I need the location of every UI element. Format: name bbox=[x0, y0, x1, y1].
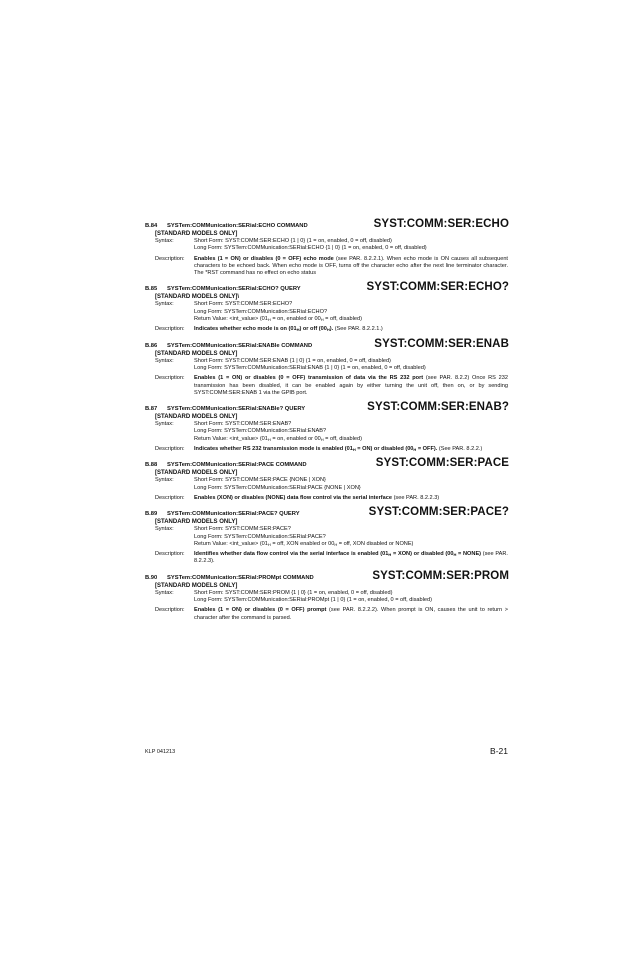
short-form: Short Form: SYST:COMM:SER:PACE? bbox=[194, 526, 291, 533]
description-label: Description: bbox=[155, 446, 185, 453]
section-heading bbox=[145, 504, 511, 518]
long-form: Long Form: SYSTem:COMMunication:SERial:PACE? bbox=[194, 533, 326, 540]
section-b90 bbox=[145, 568, 511, 622]
section-b84 bbox=[145, 216, 511, 277]
return-value: Return Value: <int_value> ($01_H$ = on, enabled or $00_H$ = off, disabled) bbox=[194, 316, 362, 323]
description-row bbox=[145, 326, 511, 333]
footer-doc-id: KLP 041213 bbox=[145, 749, 176, 755]
return-value: Return Value: <int_value> ($01_H$ = off, XON enabled or $00_H$ = off, XON disabled or NONE) bbox=[194, 540, 414, 547]
syntax-row bbox=[145, 238, 511, 253]
section-number: B.89 bbox=[145, 511, 158, 518]
section-heading bbox=[145, 336, 511, 350]
long-form: Long Form: SYSTem:COMMunication:SERial:PROMpt {1 | 0} (1 = on, enabled, 0 = off, disabled) bbox=[194, 597, 432, 604]
section-number: B.84 bbox=[145, 223, 158, 229]
section-number: B.86 bbox=[145, 342, 158, 349]
section-number: B.90 bbox=[145, 574, 158, 581]
models-note: [STANDARD MODELS ONLY] bbox=[155, 519, 238, 526]
long-form: Long Form: SYSTem:COMMunication:SERial:ECHO {1 | 0} (1 = on, enabled, 0 = off, disabled) bbox=[194, 245, 427, 252]
section-b87 bbox=[145, 399, 511, 453]
long-form: Long Form: SYSTem:COMMunication:SERial:ENAB {1 | 0} (1 = on, enabled, 0 = off, disabled) bbox=[194, 364, 426, 371]
description-text: Indicates whether echo mode is on $(01_H)$ or off $(00_H)$. (See PAR. 8.2.2.1.) bbox=[194, 326, 383, 333]
description-row bbox=[145, 375, 511, 397]
short-form: Short Form: SYST:COMM:SER:ENAB? bbox=[194, 421, 292, 428]
models-note: [STANDARD MODELS ONLY] bbox=[155, 231, 238, 237]
long-form: Long Form: SYSTem:COMMunication:SERial:ECHO? bbox=[194, 308, 328, 315]
syntax-row bbox=[145, 477, 511, 492]
models-note: [STANDARD MODELS ONLY] bbox=[155, 414, 238, 421]
long-form: Long Form: SYSTem:COMMunication:SERial:ENAB? bbox=[194, 428, 327, 435]
return-value: Return Value: <int_value> ($01_H$ = on, enabled or $00_H$ = off, disabled) bbox=[194, 435, 362, 442]
section-heading bbox=[145, 568, 511, 582]
command-short-title: SYST:COMM:SER:PROM bbox=[372, 569, 509, 582]
description-label: Description: bbox=[155, 494, 185, 501]
syntax-label: Syntax: bbox=[155, 526, 174, 533]
command-reference bbox=[145, 216, 511, 624]
short-form: Short Form: SYST:COMM:SER:PROM {1 | 0} (1 = on, enabled, 0 = off, disabled) bbox=[194, 589, 393, 596]
description-row bbox=[145, 607, 511, 622]
short-form: Short Form: SYST:COMM:SER:PACE {NONE | XON} bbox=[194, 477, 326, 484]
command-name: SYSTem:COMMunication:SERial:ECHO? QUERY bbox=[167, 286, 301, 293]
command-name: SYSTem:COMMunication:SERial:PACE? QUERY bbox=[167, 511, 300, 518]
syntax-label: Syntax: bbox=[155, 589, 174, 596]
command-name: SYSTem:COMMunication:SERial:ECHO COMMAND bbox=[167, 223, 308, 229]
models-note: [STANDARD MODELS ONLY] bbox=[155, 582, 238, 589]
section-b88 bbox=[145, 455, 511, 502]
description-row bbox=[145, 551, 511, 566]
syntax-label: Syntax: bbox=[155, 421, 174, 428]
section-heading bbox=[145, 279, 511, 293]
syntax-label: Syntax: bbox=[155, 238, 174, 244]
description-label: Description: bbox=[155, 551, 185, 558]
section-number: B.85 bbox=[145, 286, 158, 293]
command-short-title: SYST:COMM:SER:PACE bbox=[375, 457, 509, 470]
command-short-title: SYST:COMM:SER:PACE? bbox=[368, 506, 509, 519]
syntax-label: Syntax: bbox=[155, 357, 174, 364]
command-short-title: SYST:COMM:SER:ECHO bbox=[373, 218, 509, 230]
syntax-row bbox=[145, 421, 511, 443]
description-label: Description: bbox=[155, 255, 185, 262]
command-name: SYSTem:COMMunication:SERial:ENABle COMMAND bbox=[167, 342, 313, 349]
syntax-row bbox=[145, 301, 511, 323]
command-short-title: SYST:COMM:SER:ENAB? bbox=[367, 401, 509, 414]
command-short-title: SYST:COMM:SER:ECHO? bbox=[366, 281, 509, 294]
description-text: Identifies whether data flow control via the serial interface is enabled $(01_H = XON)$ or disabled ($00_H$ = NONE) (see PAR. 8.2.2.3). bbox=[194, 551, 508, 565]
short-form: Short Form: SYST:COMM:SER:ENAB {1 | 0} (1 = on, enabled, 0 = off, disabled) bbox=[194, 357, 391, 364]
short-form: Short Form: SYST:COMM:SER:ECHO {1 | 0} (1 = on, enabled, 0 = off, disabled) bbox=[194, 238, 392, 244]
long-form: Long Form: SYSTem:COMMunication:SERial:PACE {NONE | XON} bbox=[194, 484, 361, 491]
syntax-row bbox=[145, 526, 511, 548]
section-b89 bbox=[145, 504, 511, 565]
models-note: [STANDARD MODELS ONLY] bbox=[155, 470, 238, 477]
syntax-row bbox=[145, 590, 511, 605]
description-text: Indicates whether RS 232 transmission mode is enabled $(01_H = ON)$ or disabled $(00_H = OFF)$. (See PAR. 8.2.2.) bbox=[194, 446, 483, 453]
section-b85 bbox=[145, 279, 511, 333]
description-text: Enables (XON) or disables (NONE) data flow control via the serial interface (see PAR. 8.2.2.3) bbox=[194, 494, 440, 501]
description-row bbox=[145, 495, 511, 502]
section-b86 bbox=[145, 336, 511, 397]
section-heading bbox=[145, 216, 511, 230]
syntax-label: Syntax: bbox=[155, 301, 174, 308]
models-note: [STANDARD MODELS ONLY]\ bbox=[155, 294, 239, 301]
section-heading bbox=[145, 399, 511, 413]
command-name: SYSTem:COMMunication:SERial:PACE COMMAND bbox=[167, 462, 307, 469]
description-row bbox=[145, 446, 511, 453]
description-label: Description: bbox=[155, 607, 185, 614]
description-text: Enables (1 = ON) or disables (0 = OFF) echo mode (see PAR. 8.2.2.1). When echo mode is ON causes all subsequent characters to be echoed back. When echo mode is OFF, turns off the character echo after the next line terminator character. The *RST command has no effect on echo status bbox=[194, 255, 508, 277]
section-number: B.88 bbox=[145, 462, 158, 469]
description-label: Description: bbox=[155, 326, 185, 333]
syntax-row bbox=[145, 358, 511, 373]
footer-page-number: B-21 bbox=[490, 746, 508, 756]
command-name: SYSTem:COMMunication:SERial:PROMpt COMMAND bbox=[167, 574, 314, 581]
syntax-label: Syntax: bbox=[155, 477, 174, 484]
models-note: [STANDARD MODELS ONLY] bbox=[155, 350, 238, 357]
description-text: Enables (1 = ON) or disables (0 = OFF) prompt (see PAR. 8.2.2.2). When prompt is ON, causes the unit to return > character after the command is parsed. bbox=[194, 607, 508, 621]
description-row bbox=[145, 256, 511, 278]
description-label: Description: bbox=[155, 375, 185, 382]
command-name: SYSTem:COMMunication:SERial:ENABle? QUERY bbox=[167, 406, 306, 413]
command-short-title: SYST:COMM:SER:ENAB bbox=[374, 337, 509, 350]
short-form: Short Form: SYST:COMM:SER:ECHO? bbox=[194, 301, 293, 308]
description-text: Enables (1 = ON) or disables (0 = OFF) transmission of data via the RS 232 port (see PAR. 8.2.2) Once RS 232 transmission has been disabled, it can be enabled again by either turning the unit off, then on, or by sending SYST:COMM:SER:ENAB 1 via the GPIB port. bbox=[194, 375, 509, 396]
section-number: B.87 bbox=[145, 406, 158, 413]
section-heading bbox=[145, 455, 511, 469]
